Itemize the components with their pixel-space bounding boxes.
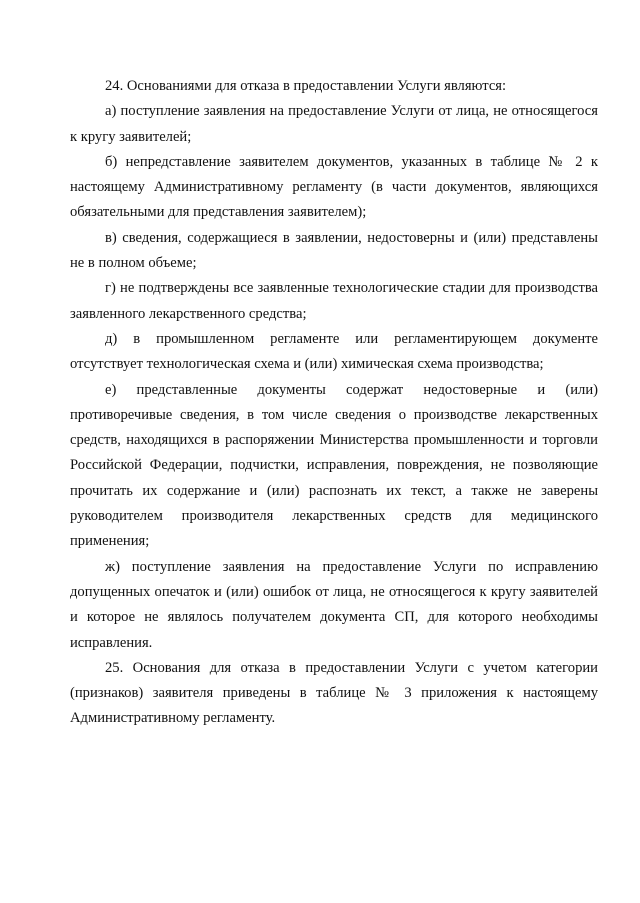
paragraph-item-a: а) поступление заявления на предоставление Услуги от лица, не относящегося к кругу заявителей; [70, 103, 598, 145]
paragraph-item-g: г) не подтверждены все заявленные технологические стадии для производства заявленного лекарственного средства; [70, 280, 598, 322]
paragraph-24-heading: 24. Основаниями для отказа в предоставлении Услуги являются: [105, 78, 507, 94]
paragraph-item-e: е) представленные документы содержат недостоверные и (или) противоречивые сведения, в том числе сведения о производстве лекарственных средств, находящихся в распоряжении Министерства промышленности и торговли Российской Федерации, подчистки, исправления, повреждения, не позволяющие прочитать их содержание и (или) распознать их текст, а также не заверены руководителем производителя лекарственных средств для медицинского применения; [70, 381, 598, 550]
paragraph-item-d: д) в промышленном регламенте или регламентирующем документе отсутствует технологическая схема и (или) химическая схема производства; [70, 330, 598, 373]
paragraph-item-zh: ж) поступление заявления на предоставление Услуги по исправлению допущенных опечаток и (или) ошибок от лица, не относящегося к кругу заявителей и которое не являлось получателем документа СП, для которого необходимы исправления. [70, 558, 598, 651]
paragraph-25: 25. Основания для отказа в предоставлении Услуги с учетом категории (признаков) заявителя приведены в таблице № 3 приложения к настоящему Административному регламенту. [70, 659, 598, 727]
paragraph-item-v: в) сведения, содержащиеся в заявлении, недостоверны и (или) представлены не в полном объеме; [70, 229, 598, 272]
paragraph-item-b: б) непредставление заявителем документов, указанных в таблице № 2 к настоящему Административному регламенту (в части документов, являющихся обязательными для представления заявителем); [70, 153, 598, 221]
document-body [70, 74, 598, 732]
